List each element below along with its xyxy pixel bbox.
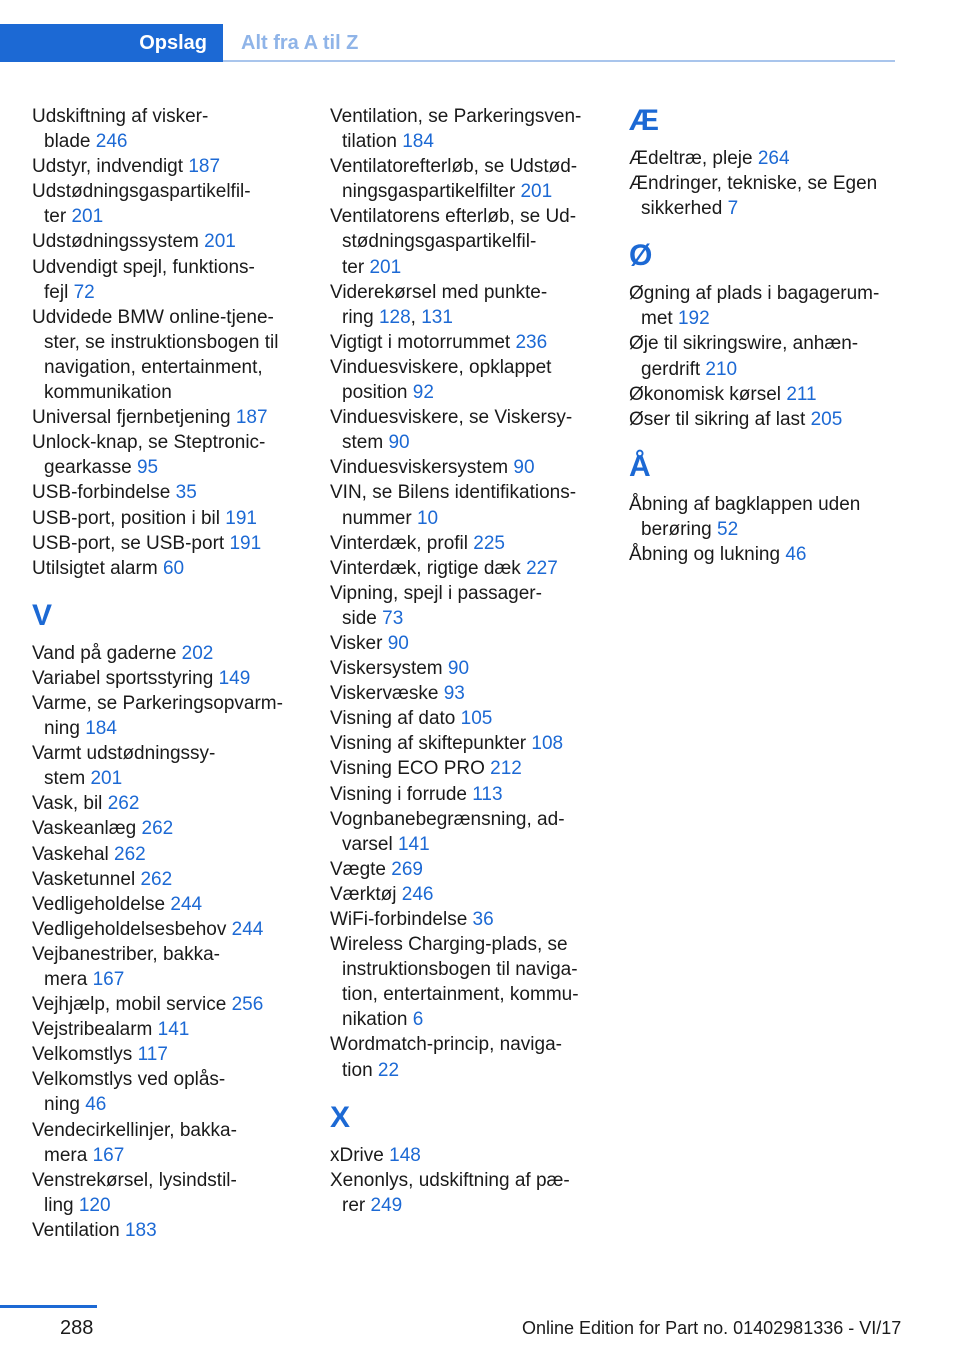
- index-entry: [330, 1168, 600, 1218]
- index-letter-heading: X: [330, 1100, 351, 1134]
- index-entry: [330, 857, 600, 882]
- index-entry-text: Varme, se Parkeringsopvarm-: [32, 692, 283, 714]
- index-entry-text: Visning ECO PRO: [330, 758, 485, 780]
- index-entry: [330, 782, 600, 807]
- index-entry-text: ring: [342, 306, 374, 328]
- index-entry-text: Visker: [330, 632, 383, 654]
- index-entry: [330, 681, 600, 706]
- index-entry-text: stem: [342, 432, 384, 454]
- index-entry: [32, 480, 302, 505]
- index-entry: [330, 731, 600, 756]
- index-entry-text: Varmt udstødningssy-: [32, 743, 216, 765]
- page-reference-link[interactable]: 187: [188, 156, 221, 178]
- index-entry-text: Åbning og lukning: [629, 544, 781, 566]
- page-reference-link[interactable]: 92: [412, 382, 434, 404]
- index-entry-text: Vinduesviskersystem: [330, 457, 509, 479]
- index-entry: [32, 506, 302, 531]
- index-entry: [32, 405, 302, 430]
- index-entry-text: Viskersystem: [330, 658, 443, 680]
- index-entry-text: Xenonlys, udskiftning af pæ-: [330, 1169, 570, 1191]
- index-entry-text: VIN, se Bilens identifikations-: [330, 482, 577, 504]
- index-letter-heading: Å: [629, 449, 651, 483]
- page-reference-link[interactable]: 7: [727, 198, 739, 220]
- index-entry: [330, 405, 600, 455]
- page-reference-link[interactable]: 227: [526, 557, 558, 579]
- index-entry: [32, 255, 302, 305]
- index-entry-text: Visning af dato: [330, 708, 456, 730]
- index-entry-text: Udvendigt spejl, funktions-: [32, 256, 255, 278]
- page-reference-link[interactable]: 201: [90, 768, 123, 790]
- index-entry: [32, 666, 302, 691]
- index-entry: [330, 204, 600, 279]
- index-entry: [32, 992, 302, 1017]
- page-reference-link[interactable]: 191: [225, 507, 257, 529]
- page-reference-link[interactable]: 167: [92, 1144, 125, 1166]
- page-reference-link[interactable]: 269: [391, 858, 423, 880]
- index-entry-text: Wireless Charging-plads, se: [330, 934, 568, 956]
- tab-opslag[interactable]: Opslag: [0, 24, 223, 62]
- index-entry-text: Udskiftning af visker-: [32, 106, 209, 127]
- index-entry-text: position: [342, 382, 408, 404]
- index-entry-text: Ventilatorefterløb, se Udstød-: [330, 156, 578, 178]
- page-reference-link[interactable]: 244: [231, 918, 264, 940]
- index-entry: [330, 1143, 600, 1168]
- index-entry: [32, 229, 302, 254]
- index-entry-text: ter: [342, 256, 365, 278]
- page-reference-link[interactable]: 201: [204, 231, 236, 253]
- index-entry-text: Vægte: [330, 858, 386, 880]
- page-reference-link[interactable]: 120: [78, 1194, 111, 1216]
- page-reference-link[interactable]: 72: [73, 281, 95, 303]
- page-reference-link[interactable]: 184: [85, 718, 117, 740]
- index-entry: [32, 1168, 302, 1218]
- index-entry: [32, 531, 302, 556]
- page-reference-link[interactable]: 249: [370, 1194, 403, 1216]
- index-entry-text: Vaskehal: [32, 843, 109, 865]
- index-entry: [32, 430, 302, 480]
- index-entry: [330, 531, 600, 556]
- page-number: 288: [60, 1317, 94, 1339]
- index-entry: [32, 556, 302, 581]
- index-entry: Viderekørsel med punkte- ring 128, 131: [330, 281, 548, 328]
- index-entry-text: tion: [342, 1059, 373, 1081]
- index-column-3: [629, 104, 909, 567]
- index-entry-text: Økonomisk kørsel: [629, 383, 782, 405]
- index-entry: [32, 154, 302, 179]
- index-entry: [330, 581, 600, 631]
- edition-note: Online Edition for Part no. 01402981336 - VI/17: [522, 1318, 902, 1338]
- page-reference-link[interactable]: 205: [810, 408, 843, 430]
- index-entry-text: fejl: [44, 281, 69, 303]
- index-entry-text: varsel: [342, 833, 393, 855]
- page-reference-link[interactable]: 141: [397, 833, 430, 855]
- index-entry: [32, 691, 302, 741]
- index-entry-text: Ventilation: [32, 1219, 120, 1241]
- index-entry-text: ningsgaspartikelfilter: [342, 181, 516, 203]
- index-entry: [330, 1032, 600, 1082]
- index-entry-text: Viskervæske: [330, 683, 439, 705]
- page-reference-link[interactable]: 187: [235, 407, 268, 429]
- index-entry-text: instruktionsbogen til naviga-: [342, 959, 578, 981]
- index-entry: [330, 907, 600, 932]
- index-entry-text: Velkomstlys ved oplås-: [32, 1069, 226, 1091]
- index-entry: [330, 882, 600, 907]
- index-entry-text: Øser til sikring af last: [629, 408, 806, 430]
- page-reference-link[interactable]: 90: [447, 658, 470, 680]
- page-reference-link[interactable]: 60: [162, 557, 185, 579]
- index-entry: [629, 542, 909, 567]
- header-tabbar: [0, 0, 895, 62]
- index-entry-text: navigation, entertainment,: [44, 356, 263, 378]
- index-entry-text: berøring: [641, 518, 712, 540]
- index-entry-text: nikation: [342, 1009, 408, 1031]
- index-entry-text: Velkomstlys: [32, 1044, 133, 1066]
- index-entry-text: ling: [44, 1194, 74, 1216]
- page-reference-link[interactable]: 210: [705, 358, 738, 380]
- page-reference-link[interactable]: 95: [136, 457, 159, 479]
- index-entry-text: USB-port, position i bil: [32, 507, 220, 529]
- index-entry-text: tilation: [342, 131, 397, 153]
- index-entry-text: USB-port, se USB-port: [32, 532, 225, 554]
- index-entry-text: Vipning, spejl i passager-: [330, 582, 542, 604]
- page-reference-link[interactable]: 22: [377, 1059, 400, 1081]
- page-reference-link[interactable]: 184: [402, 131, 434, 153]
- index-entry-text: Venstrekørsel, lysindstil-: [32, 1169, 237, 1191]
- index-entry: [629, 382, 909, 407]
- index-entry-text: Vand på gaderne: [32, 642, 177, 664]
- index-entry-text: Vinterdæk, profil: [330, 532, 468, 554]
- index-entry: [32, 1067, 302, 1117]
- page-reference-link[interactable]: 93: [443, 683, 465, 705]
- page-reference-link[interactable]: 46: [785, 544, 807, 566]
- index-entry-text: kommunikation: [44, 382, 172, 404]
- index-entry-text: rer: [342, 1194, 366, 1216]
- index-entry: [629, 331, 909, 381]
- index-entry-text: Vasketunnel: [32, 868, 136, 890]
- page-reference-link[interactable]: 211: [786, 383, 817, 405]
- page-reference-link[interactable]: 128: [378, 306, 411, 328]
- index-entry-text: Åbning af bagklappen uden: [629, 493, 861, 515]
- index-entry: [330, 480, 600, 530]
- page-reference-link[interactable]: 244: [170, 893, 203, 915]
- index-entry-text: mera: [44, 1144, 88, 1166]
- index-entry-text: Ventilatorens efterløb, se Ud-: [330, 206, 577, 228]
- index-entry-text: Vejbanestriber, bakka-: [32, 943, 221, 965]
- index-entry-text: mera: [44, 969, 88, 990]
- index-entry-text: stødningsgaspartikelfil-: [342, 231, 537, 253]
- page-reference-link[interactable]: 201: [520, 181, 553, 203]
- index-entry-text: Vejhjælp, mobil service: [32, 994, 227, 1016]
- index-entry-text: gerdrift: [641, 358, 701, 380]
- index-entry-text: Vedligeholdelse: [32, 893, 166, 915]
- index-entry: [330, 631, 600, 656]
- index-entry-text: Vognbanebegrænsning, ad-: [330, 808, 565, 830]
- index-entry-text: Vedligeholdelsesbehov: [32, 918, 227, 940]
- index-entry-text: tion, entertainment, kommu-: [342, 984, 579, 1006]
- index-entry-text: Variabel sportsstyring: [32, 667, 214, 689]
- index-entry: [32, 641, 302, 666]
- page-reference-link[interactable]: 117: [137, 1044, 168, 1066]
- page-reference-link[interactable]: 167: [92, 969, 125, 990]
- index-entry: [32, 942, 302, 992]
- index-entry-text: stem: [44, 768, 86, 790]
- page-reference-link[interactable]: 246: [95, 131, 128, 153]
- index-entry-text: Universal fjernbetjening: [32, 407, 231, 429]
- index-entry: [330, 154, 600, 204]
- page-reference-link[interactable]: 201: [71, 206, 104, 228]
- index-entry-text: sikkerhed: [641, 198, 723, 220]
- page-reference-link[interactable]: 262: [107, 793, 140, 815]
- index-column-1: [32, 104, 302, 1243]
- index-entry-text: Udstødningssystem: [32, 231, 199, 253]
- page-reference-link[interactable]: 52: [717, 518, 739, 540]
- page-reference-link[interactable]: 262: [140, 868, 173, 890]
- index-entry-text: WiFi-forbindelse: [330, 909, 468, 930]
- page-reference-link[interactable]: 149: [218, 667, 251, 689]
- index-entry: [330, 355, 600, 405]
- footer-rule: [0, 1305, 97, 1308]
- page-reference-link[interactable]: 225: [473, 532, 505, 554]
- index-entry-text: ning: [44, 1094, 80, 1116]
- index-entry-text: Vinduesviskere, opklappet: [330, 356, 552, 378]
- index-entry-text: Utilsigtet alarm: [32, 557, 158, 579]
- index-entry-text: Vendecirkellinjer, bakka-: [32, 1119, 237, 1141]
- index-entry-text: Vask, bil: [32, 793, 103, 815]
- page-reference-link[interactable]: 201: [369, 256, 402, 278]
- index-letter-heading: Ø: [629, 239, 653, 273]
- page-reference-link[interactable]: 105: [460, 708, 493, 730]
- index-entry: [629, 281, 909, 331]
- page-reference-link[interactable]: 202: [181, 642, 214, 664]
- index-entry: [629, 146, 909, 171]
- page-reference-link[interactable]: 191: [229, 532, 262, 554]
- page-reference-link[interactable]: 212: [490, 758, 522, 780]
- index-entry: [32, 842, 302, 867]
- page-reference-link[interactable]: 46: [85, 1094, 107, 1116]
- page-reference-link[interactable]: 262: [114, 843, 146, 865]
- index-entry-text: Ædeltræ, pleje: [629, 148, 753, 169]
- index-entry-text: Wordmatch-princip, naviga-: [330, 1034, 562, 1056]
- page-reference-link[interactable]: 90: [387, 632, 409, 654]
- page-reference-link[interactable]: 141: [157, 1019, 190, 1041]
- index-entry: [32, 791, 302, 816]
- index-entry-text: Vigtigt i motorrummet: [330, 331, 511, 353]
- index-entry: [32, 104, 302, 154]
- index-entry: [330, 756, 600, 781]
- index-entry: [32, 867, 302, 892]
- index-entry: [32, 1118, 302, 1168]
- page-reference-link[interactable]: 262: [141, 818, 174, 840]
- page-reference-link[interactable]: 36: [472, 909, 494, 930]
- index-entry: [32, 917, 302, 942]
- index-entry-text: Værktøj: [330, 883, 397, 905]
- index-entry: [629, 407, 909, 432]
- index-entry-text: Vejstribealarm: [32, 1019, 153, 1041]
- index-entry: [629, 492, 909, 542]
- index-entry-text: Udstødningsgaspartikelfil-: [32, 181, 251, 203]
- index-entry: [330, 706, 600, 731]
- page-reference-link[interactable]: 73: [382, 607, 404, 629]
- index-entry: [32, 816, 302, 841]
- index-entry-text: xDrive: [330, 1144, 384, 1166]
- index-entry: [32, 892, 302, 917]
- index-entry-text: blade: [44, 131, 91, 153]
- index-entry-text: ster, se instruktionsbogen til: [44, 331, 279, 353]
- page-reference-link[interactable]: 6: [412, 1009, 424, 1031]
- index-entry-text: Ændringer, tekniske, se Egen: [629, 173, 878, 195]
- page-reference-link[interactable]: 264: [757, 148, 790, 169]
- index-entry-text: met: [641, 308, 673, 330]
- index-entry-text: Visning i forrude: [330, 783, 467, 805]
- page-reference-link[interactable]: 183: [124, 1219, 157, 1241]
- index-entry: [629, 171, 909, 221]
- index-entry: [330, 104, 600, 154]
- page-reference-link[interactable]: 236: [515, 331, 548, 353]
- page-reference-link[interactable]: 108: [531, 733, 564, 755]
- index-entry-text: Ventilation, se Parkeringsven-: [330, 106, 582, 127]
- index-entry-text: Udvidede BMW online-tjene-: [32, 306, 274, 328]
- index-letter-heading: V: [32, 598, 53, 632]
- index-entry-text: Vinterdæk, rigtige dæk: [330, 557, 521, 579]
- tab-underline: [223, 60, 895, 62]
- index-entry-text: Unlock-knap, se Steptronic-: [32, 432, 266, 454]
- index-entry: [32, 741, 302, 791]
- page-reference-link[interactable]: 113: [472, 783, 503, 805]
- index-entry-text: Vaskeanlæg: [32, 818, 137, 840]
- index-entry: [32, 305, 302, 405]
- index-entry: [32, 179, 302, 229]
- index-entry: [330, 656, 600, 681]
- page-reference-link[interactable]: 148: [389, 1144, 421, 1166]
- page-reference-link[interactable]: 246: [401, 883, 434, 905]
- page-reference-link[interactable]: 35: [175, 482, 197, 504]
- index-entry-text: Viderekørsel med punkte-: [330, 281, 548, 303]
- tab-alt-fra-a-til-z[interactable]: Alt fra A til Z: [241, 32, 359, 54]
- page-reference-link[interactable]: 256: [231, 994, 264, 1016]
- index-entry: [330, 556, 600, 581]
- index-entry-text: ter: [44, 206, 67, 228]
- page-reference-link[interactable]: 90: [388, 432, 410, 454]
- index-entry-text: Vinduesviskere, se Viskersy-: [330, 407, 573, 429]
- index-entry: [32, 1017, 302, 1042]
- index-entry-text: side: [342, 607, 377, 629]
- index-column-2: [330, 104, 600, 1218]
- page-reference-link[interactable]: 90: [513, 457, 535, 479]
- index-entry: [330, 932, 600, 1032]
- page-reference-link[interactable]: 10: [416, 507, 439, 529]
- index-entry-text: Øje til sikringswire, anhæn-: [629, 333, 859, 355]
- index-letter-heading: Æ: [629, 104, 659, 137]
- index-entry: [330, 330, 600, 355]
- index-entry-text: Øgning af plads i bagagerum-: [629, 283, 880, 305]
- index-entry-text: gearkasse: [44, 457, 132, 479]
- index-entry-text: ning: [44, 718, 80, 740]
- index-entry-text: Udstyr, indvendigt: [32, 156, 184, 178]
- index-entry: [32, 1218, 302, 1243]
- index-entry-text: Visning af skiftepunkter: [330, 733, 527, 755]
- page-reference-link[interactable]: 192: [677, 308, 710, 330]
- index-entry: [32, 1042, 302, 1067]
- page-reference-link[interactable]: 131: [421, 306, 453, 328]
- index-entry: [330, 807, 600, 857]
- index-entry: [330, 455, 600, 480]
- index-entry-text: USB-forbindelse: [32, 482, 171, 504]
- index-entry-text: nummer: [342, 507, 412, 529]
